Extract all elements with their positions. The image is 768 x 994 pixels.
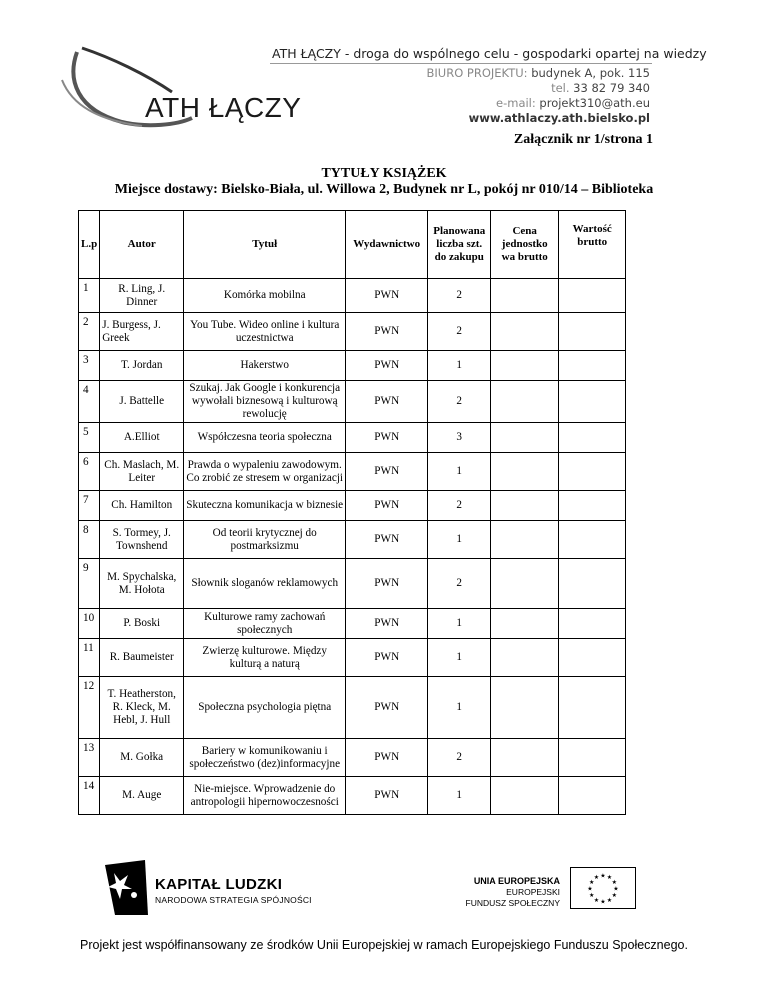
eu-star: ★ [611,893,617,899]
website-link[interactable]: www.athlaczy.ath.bielsko.pl [468,111,650,125]
row-author: M. Auge [100,777,184,815]
row-lp: 10 [79,609,100,639]
row-lp: 8 [79,521,100,559]
header-title: Tytuł [184,211,346,279]
header-quantity-line1: Planowana [433,225,486,237]
eu-star: ★ [600,899,606,906]
row-total-value [559,609,626,639]
row-title: Bariery w komunikowaniu i społeczeństwo (dez)informacyjne [184,739,346,777]
row-author: Ch. Hamilton [100,491,184,521]
header-price-line3: wa brutto [501,251,548,263]
row-quantity: 1 [428,453,491,491]
email-label: e-mail: [496,96,536,110]
row-title: Nie-miejsce. Wprowadzenie do antropologii hipernowoczesności [184,777,346,815]
row-author: R. Ling, J. Dinner [100,279,184,313]
row-publisher: PWN [346,351,428,381]
row-total-value [559,351,626,381]
row-publisher: PWN [346,453,428,491]
table-row [79,423,626,453]
eu-star: ★ [600,873,606,880]
row-title: You Tube. Wideo online i kultura uczestnictwa [184,313,346,351]
row-publisher: PWN [346,559,428,609]
row-total-value [559,521,626,559]
attachment-label: Załącznik nr 1/strona 1 [513,132,653,147]
row-title: Kulturowe ramy zachowań społecznych [184,609,346,639]
row-lp: 7 [79,491,100,521]
row-quantity: 1 [428,639,491,677]
books-table [78,210,626,815]
row-unit-price [491,423,559,453]
row-unit-price [491,609,559,639]
table-header-row [79,211,626,279]
row-total-value [559,313,626,351]
row-quantity: 1 [428,777,491,815]
header-publisher: Wydawnictwo [346,211,428,279]
row-publisher: PWN [346,313,428,351]
row-total-value [559,677,626,739]
row-quantity: 2 [428,381,491,423]
header-value-line1: Wartość [572,223,612,235]
row-quantity: 3 [428,423,491,453]
row-title: Społeczna psychologia piętna [184,677,346,739]
row-unit-price [491,521,559,559]
row-author: R. Baumeister [100,639,184,677]
eu-star: ★ [606,875,613,882]
eu-star: ★ [587,886,593,893]
kl-title: KAPITAŁ LUDZKI [155,876,283,893]
table-row [79,677,626,739]
row-unit-price [491,677,559,739]
header-tagline: ATH ŁĄCZY - droga do wspólnego celu - gospodarki opartej na wiedzy [272,46,707,61]
row-total-value [559,739,626,777]
table-row [79,453,626,491]
logo-text: ATH ŁĄCZY [145,92,302,123]
row-unit-price [491,777,559,815]
row-lp: 13 [79,739,100,777]
eu-star: ★ [589,880,595,886]
row-title: Komórka mobilna [184,279,346,313]
row-publisher: PWN [346,381,428,423]
row-quantity: 1 [428,677,491,739]
row-title: Szukaj. Jak Google i konkurencja wywołali biznesową i kulturową rewolucję [184,381,346,423]
row-quantity: 2 [428,279,491,313]
table-row [79,351,626,381]
row-lp: 11 [79,639,100,677]
row-quantity: 2 [428,313,491,351]
row-unit-price [491,453,559,491]
row-title: Hakerstwo [184,351,346,381]
table-row [79,279,626,313]
row-unit-price [491,351,559,381]
row-total-value [559,491,626,521]
header-divider [270,63,652,64]
row-total-value [559,279,626,313]
row-publisher: PWN [346,521,428,559]
row-author: A.Elliot [100,423,184,453]
row-total-value [559,453,626,491]
row-publisher: PWN [346,279,428,313]
row-total-value [559,559,626,609]
row-total-value [559,423,626,453]
eu-star: ★ [613,886,619,893]
table-row [79,313,626,351]
row-total-value [559,381,626,423]
row-lp: 14 [79,777,100,815]
row-publisher: PWN [346,609,428,639]
header-author: Autor [100,211,184,279]
row-total-value [559,777,626,815]
header-total-value [559,211,626,279]
document-title [0,166,768,198]
row-lp: 2 [79,313,100,351]
eu-line1: EUROPEJSKI [506,887,560,897]
row-lp: 4 [79,381,100,423]
row-title: Prawda o wypaleniu zawodowym. Co zrobić ze stresem w organizacji [184,453,346,491]
header-unit-price [491,211,559,279]
row-author: T. Heatherston, R. Kleck, M. Hebl, J. Hull [100,677,184,739]
row-lp: 1 [79,279,100,313]
kl-subtitle: NARODOWA STRATEGIA SPÓJNOŚCI [155,895,312,905]
row-publisher: PWN [346,677,428,739]
row-unit-price [491,491,559,521]
row-quantity: 2 [428,491,491,521]
row-unit-price [491,559,559,609]
row-total-value [559,639,626,677]
tel-value: 33 82 79 340 [573,81,650,95]
header-price-line2: jednostko [501,238,548,250]
title-heading: TYTUŁY KSIĄŻEK [321,166,447,181]
email-value[interactable]: projekt310@ath.eu [539,96,650,110]
eu-star: ★ [589,893,595,899]
contact-block [427,66,650,126]
row-unit-price [491,739,559,777]
row-author: P. Boski [100,609,184,639]
eu-flag-icon [570,867,636,909]
row-publisher: PWN [346,777,428,815]
row-lp: 6 [79,453,100,491]
tel-label: tel. [551,81,570,95]
office-value: budynek A, pok. 115 [531,66,650,80]
row-publisher: PWN [346,491,428,521]
row-title: Współczesna teoria społeczna [184,423,346,453]
row-quantity: 1 [428,351,491,381]
row-publisher: PWN [346,739,428,777]
table-row [79,777,626,815]
eu-title: UNIA EUROPEJSKA [473,876,560,886]
row-unit-price [491,279,559,313]
row-unit-price [491,381,559,423]
row-quantity: 2 [428,739,491,777]
row-lp: 3 [79,351,100,381]
header-quantity-line2: liczba szt. [436,238,483,250]
table-row [79,609,626,639]
table-row [79,491,626,521]
table-row [79,381,626,423]
row-author: J. Battelle [100,381,184,423]
row-author: Ch. Maslach, M. Leiter [100,453,184,491]
header-quantity [428,211,491,279]
table-row [79,639,626,677]
row-title: Skuteczna komunikacja w biznesie [184,491,346,521]
row-author: S. Tormey, J. Townshend [100,521,184,559]
row-quantity: 1 [428,521,491,559]
row-author: T. Jordan [100,351,184,381]
header-price-line1: Cena [512,225,537,237]
eu-star: ★ [606,897,613,904]
eu-text-block [466,876,560,909]
table-row [79,521,626,559]
header-quantity-line3: do zakupu [434,251,484,263]
office-label: BIURO PROJEKTU: [426,66,528,80]
row-title: Słownik sloganów reklamowych [184,559,346,609]
row-author: J. Burgess, J. Greek [100,313,184,351]
row-title: Od teorii krytycznej do postmarksizmu [184,521,346,559]
header-lp: L.p [79,211,100,279]
row-lp: 9 [79,559,100,609]
header-value-line2: brutto [577,236,608,248]
row-publisher: PWN [346,423,428,453]
delivery-location: Miejsce dostawy: Bielsko-Biała, ul. Willowa 2, Budynek nr L, pokój nr 010/14 – Biblioteka [114,182,654,197]
row-quantity: 2 [428,559,491,609]
table-row [79,739,626,777]
row-unit-price [491,313,559,351]
table-row [79,559,626,609]
row-lp: 12 [79,677,100,739]
eu-star: ★ [593,897,600,904]
row-title: Zwierzę kulturowe. Między kulturą a naturą [184,639,346,677]
eu-star: ★ [593,875,600,882]
eu-line2: FUNDUSZ SPOŁECZNY [465,898,560,908]
row-unit-price [491,639,559,677]
row-author: M. Gołka [100,739,184,777]
row-quantity: 1 [428,609,491,639]
row-lp: 5 [79,423,100,453]
row-publisher: PWN [346,639,428,677]
funding-statement: Projekt jest współfinansowany ze środków Unii Europejskiej w ramach Europejskiego Funduszu Społecznego. [80,938,688,952]
row-author: M. Spychalska, M. Hołota [100,559,184,609]
eu-star: ★ [611,880,617,886]
